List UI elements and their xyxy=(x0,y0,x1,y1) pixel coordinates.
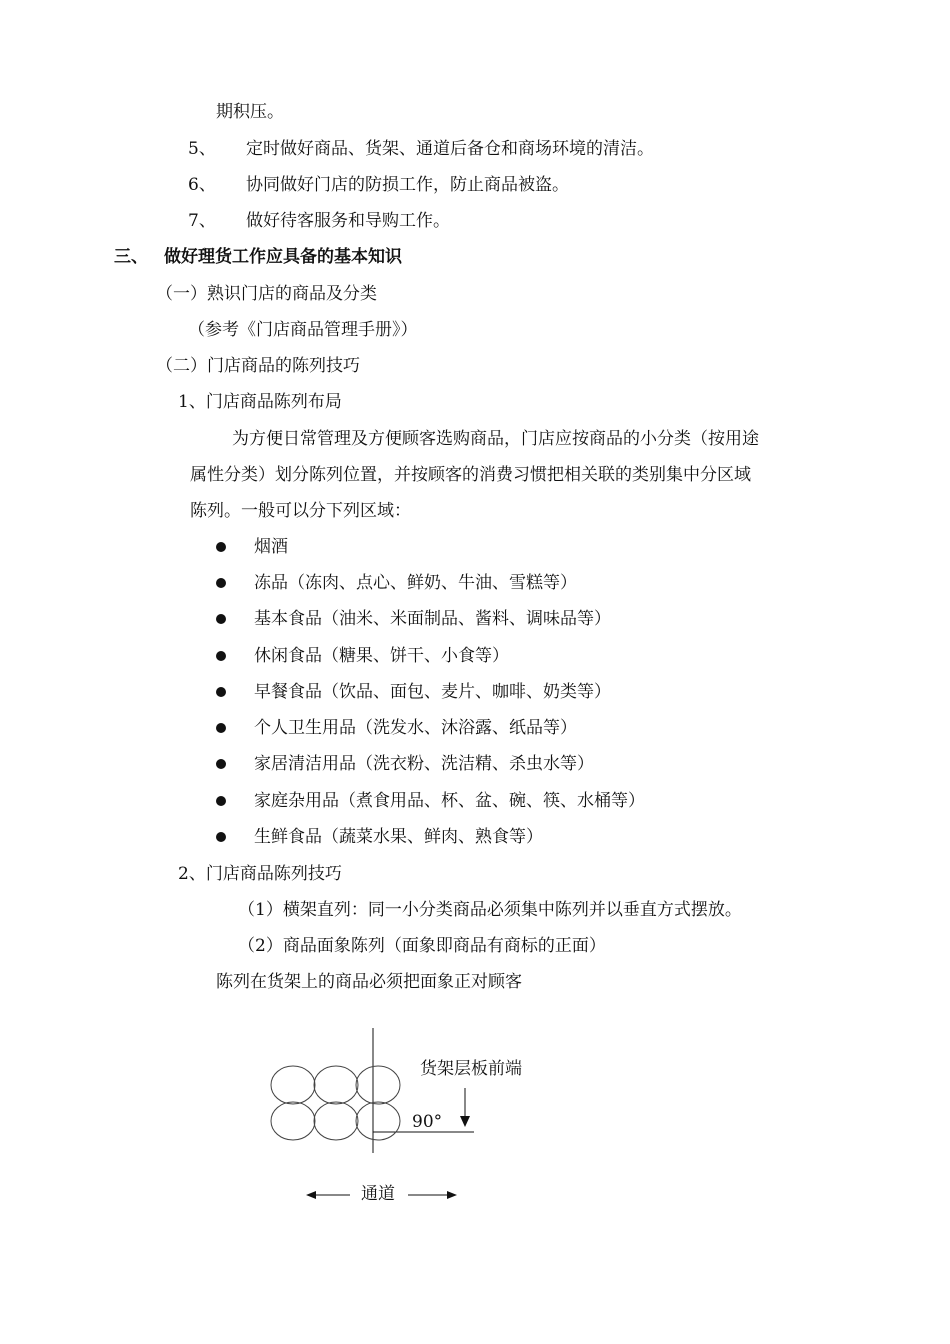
subsection-title: （一）熟识门店的商品及分类 xyxy=(156,284,377,304)
bullet-text: 烟酒 xyxy=(254,537,288,557)
bullet-text: 生鲜食品（蔬菜水果、鲜肉、熟食等） xyxy=(254,827,543,847)
reference-note: （参考《门店商品管理手册》） xyxy=(188,320,418,340)
continuation-text: 期积压。 xyxy=(216,102,284,122)
angle-label: 90° xyxy=(412,1112,443,1132)
list-item-text: 协同做好门店的防损工作，防止商品被盗。 xyxy=(246,175,569,195)
section-title: 做好理货工作应具备的基本知识 xyxy=(164,247,402,267)
shelf-label: 货架层板前端 xyxy=(420,1059,522,1079)
right-arrow-icon xyxy=(447,1191,457,1199)
list-item-text: 做好待客服务和导购工作。 xyxy=(246,211,450,231)
aisle-label: 通道 xyxy=(361,1184,395,1204)
bullet-text: 家居清洁用品（洗衣粉、洗洁精、杀虫水等） xyxy=(254,754,594,774)
paragraph-line: 为方便日常管理及方便顾客选购商品，门店应按商品的小分类（按用途 xyxy=(232,429,759,449)
bullet-text: 早餐食品（饮品、面包、麦片、咖啡、奶类等） xyxy=(254,682,611,702)
list-item-text: 定时做好商品、货架、通道后备仓和商场环境的清洁。 xyxy=(246,139,654,159)
technique-item: （2）商品面象陈列（面象即商品有商标的正面） xyxy=(238,936,606,956)
part-title: 1、门店商品陈列布局 xyxy=(178,392,342,412)
down-arrow-icon xyxy=(460,1116,470,1127)
list-item-number: 5、 xyxy=(188,139,216,159)
bullet-text: 个人卫生用品（洗发水、沐浴露、纸品等） xyxy=(254,718,577,738)
list-item-number: 6、 xyxy=(188,175,216,195)
product-circle xyxy=(271,1066,315,1104)
technique-text: 陈列在货架上的商品必须把面象正对顾客 xyxy=(216,972,522,992)
paragraph-line: 陈列。一般可以分下列区域： xyxy=(190,501,411,521)
product-circle xyxy=(314,1066,358,1104)
section-number: 三、 xyxy=(114,247,148,267)
technique-item: （1）横架直列：同一小分类商品必须集中陈列并以垂直方式摆放。 xyxy=(238,900,742,920)
left-arrow-icon xyxy=(306,1191,316,1199)
product-circle xyxy=(356,1102,400,1140)
bullet-text: 基本食品（油米、米面制品、酱料、调味品等） xyxy=(254,609,611,629)
subsection-title: （二）门店商品的陈列技巧 xyxy=(156,356,360,376)
bullet-text: 冻品（冻肉、点心、鲜奶、牛油、雪糕等） xyxy=(254,573,577,593)
paragraph-line: 属性分类）划分陈列位置，并按顾客的消费习惯把相关联的类别集中分区域 xyxy=(190,465,751,485)
product-circle xyxy=(314,1102,358,1140)
product-circle xyxy=(271,1102,315,1140)
product-circle xyxy=(356,1066,400,1104)
part-title: 2、门店商品陈列技巧 xyxy=(178,864,342,884)
list-item-number: 7、 xyxy=(188,211,216,231)
bullet-text: 休闲食品（糖果、饼干、小食等） xyxy=(254,646,509,666)
bullet-text: 家庭杂用品（煮食用品、杯、盆、碗、筷、水桶等） xyxy=(254,791,645,811)
